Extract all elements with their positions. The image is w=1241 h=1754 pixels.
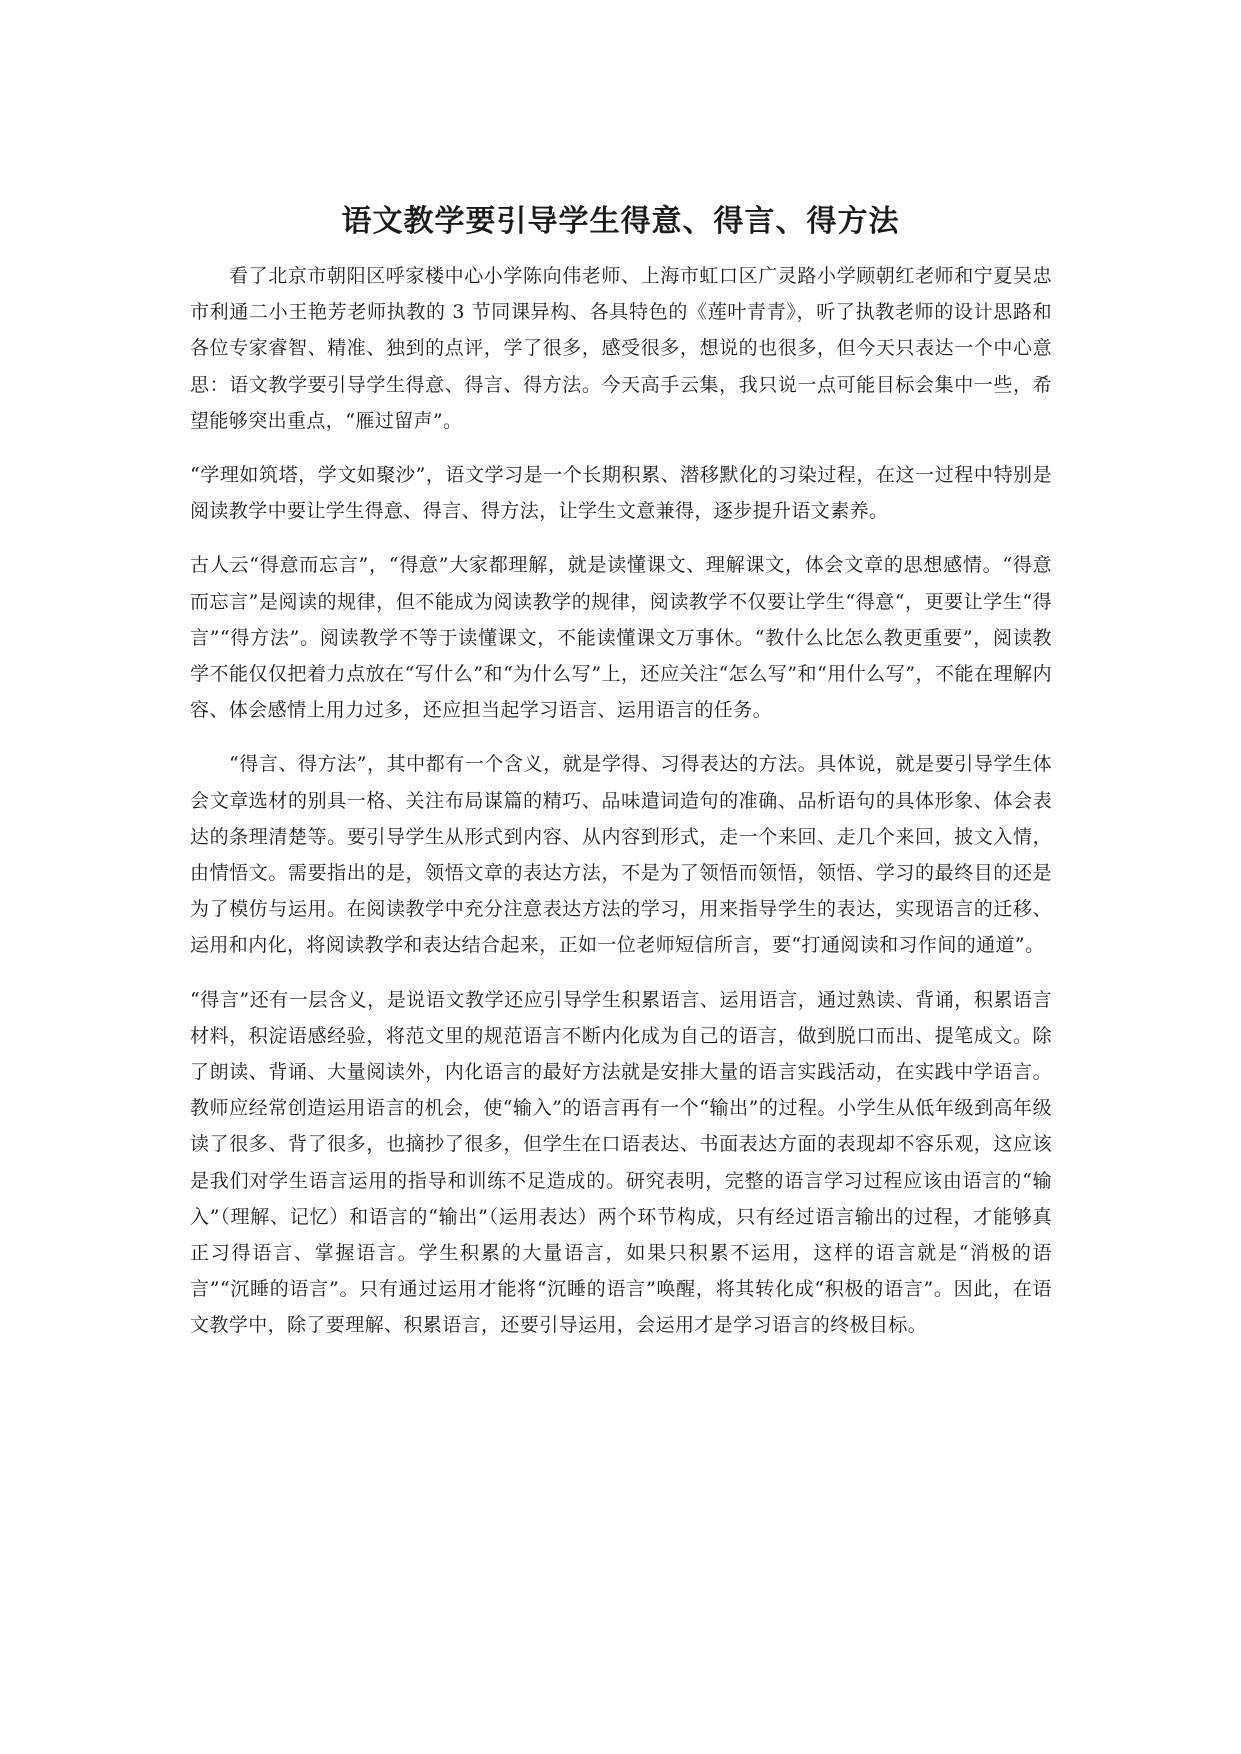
paragraph-4: “得言、得方法”，其中都有一个含义，就是学得、习得表达的方法。具体说，就是要引导学生体会文章选材的别具一格、关注布局谋篇的精巧、品味遣词造句的准确、品析语句的具体形象、体会表达的条理清楚等。要引导学生从形式到内容、从内容到形式，走一个来回、走几个来回，披文入情，由情悟文。需要指出的是，领悟文章的表达方法，不是为了领悟而领悟，领悟、学习的最终目的还是为了模仿与运用。在阅读教学中充分注意表达方法的学习，用来指导学生的表达，实现语言的迁移、运用和内化，将阅读教学和表达结合起来，正如一位老师短信所言，要“打通阅读和习作间的通道”。 bbox=[190, 753, 1052, 957]
paragraph-5: “得言”还有一层含义，是说语文教学还应引导学生积累语言、运用语言，通过熟读、背诵，积累语言材料，积淀语感经验，将范文里的规范语言不断内化成为自己的语言，做到脱口而出、提笔成文。除了朗读、背诵、大量阅读外，内化语言的最好方法就是安排大量的语言实践活动，在实践中学语言。教师应经常创造运用语言的机会，使“输入”的语言再有一个“输出”的过程。小学生从低年级到高年级读了很多、背了很多，也摘抄了很多，但学生在口语表达、书面表达方面的表现却不容乐观，这应该是我们对学生语言运用的指导和训练不足造成的。研究表明，完整的语言学习过程应该由语言的“输入”（理解、记忆）和语言的“输出”（运用表达）两个环节构成，只有经过语言输出的过程，才能够真正习得语言、掌握语言。学生积累的大量语言，如果只积累不运用，这样的语言就是“消极的语言”“沉睡的语言”。只有通过运用才能将“沉睡的语言”唤醒，将其转化成“积极的语言”。因此，在语文教学中，除了要理解、积累语言，还要引导运用，会运用才是学习语言的终极目标。 bbox=[190, 988, 1052, 1337]
document-body bbox=[190, 258, 1052, 1362]
paragraph-2: “学理如筑塔，学文如聚沙”，语文学习是一个长期积累、潜移默化的习染过程，在这一过程中特别是阅读教学中要让学生得意、得言、得方法，让学生文意兼得，逐步提升语文素养。 bbox=[190, 464, 1052, 523]
paragraph-1: 看了北京市朝阳区呼家楼中心小学陈向伟老师、上海市虹口区广灵路小学顾朝红老师和宁夏吴忠市利通二小王艳芳老师执教的 3 节同课异构、各具特色的《莲叶青青》，听了执教老师的设计思路和各位专家睿智、精准、独到的点评，学了很多，感受很多，想说的也很多，但今天只表达一个中心意思：语文教学要引导学生得意、得言、得方法。今天高手云集，我只说一点可能目标会集中一些，希望能够突出重点，“雁过留声”。 bbox=[190, 265, 1052, 432]
document-title: 语文教学要引导学生得意、得言、得方法 bbox=[341, 204, 900, 239]
paragraph-3: 古人云“得意而忘言”，“得意”大家都理解，就是读懂课文、理解课文，体会文章的思想感情。“得意而忘言”是阅读的规律，但不能成为阅读教学的规律，阅读教学不仅要让学生“得意“，更要让学生“得言”“得方法”。阅读教学不等于读懂课文，不能读懂课文万事休。“教什么比怎么教更重要”，阅读教学不能仅仅把着力点放在“写什么”和“为什么写”上，还应关注“怎么写”和“用什么写”，不能在理解内容、体会感情上用力过多，还应担当起学习语言、运用语言的任务。 bbox=[190, 554, 1052, 722]
